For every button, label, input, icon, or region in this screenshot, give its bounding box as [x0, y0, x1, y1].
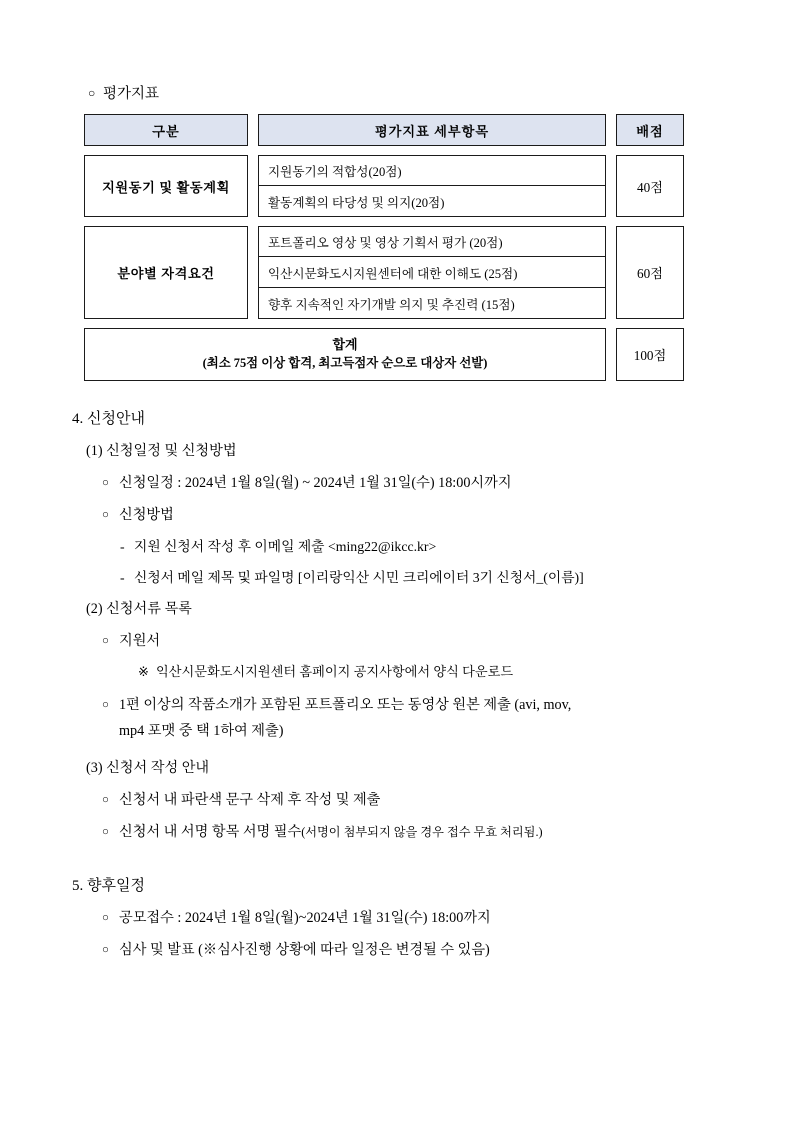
- document-list-item-2-line1: 1편 이상의 작품소개가 포함된 포트폴리오 또는 동영상 원본 제출 (avi, mov,: [119, 697, 572, 714]
- writing-guide-item-1: [102, 789, 721, 809]
- row-score: 40점: [616, 155, 684, 217]
- detail-item: 활동계획의 타당성 및 의지(20점): [258, 186, 606, 217]
- row-details: [258, 155, 606, 217]
- application-method-detail-1: [120, 535, 721, 555]
- document-list-note: [138, 661, 721, 680]
- evaluation-indicator-label: 평가지표: [103, 86, 160, 102]
- writing-guide-item-1-text: 신청서 내 파란색 문구 삭제 후 작성 및 제출: [119, 791, 381, 808]
- application-schedule-text: 신청일정 : 2024년 1월 8일(월) ~ 2024년 1월 31일(수) 18:00시까지: [119, 475, 512, 492]
- circle-bullet-icon: ○: [102, 911, 109, 924]
- row-category: 지원동기 및 활동계획: [84, 155, 248, 217]
- document-list-item-1: [102, 630, 721, 650]
- section-4-heading: 4. 신청안내: [72, 411, 145, 428]
- table-header-detail: 평가지표 세부항목: [258, 114, 606, 146]
- column-gap: [606, 114, 616, 146]
- future-schedule-item-2: [102, 939, 721, 959]
- section-spacer: [72, 841, 721, 861]
- document-list-note-text: 익산시문화도시지원센터 홈페이지 공지사항에서 양식 다운로드: [156, 664, 514, 680]
- total-subtitle: (최소 75점 이상 합격, 최고득점자 순으로 대상자 선발): [202, 356, 488, 371]
- table-row: [84, 226, 724, 319]
- application-method-detail-1-text: 지원 신청서 작성 후 이메일 제출 <ming22@ikcc.kr>: [134, 539, 437, 555]
- circle-bullet-icon: ○: [88, 86, 96, 100]
- future-schedule-item-1: [102, 907, 721, 927]
- section-4-1-label: (1) 신청일정 및 신청방법: [86, 443, 237, 460]
- document-body: [72, 407, 721, 959]
- circle-bullet-icon: ○: [102, 943, 109, 956]
- writing-guide-item-2-note: (서명이 첨부되지 않을 경우 접수 무효 처리됨.): [301, 824, 543, 839]
- table-header-category: 구분: [84, 114, 248, 146]
- detail-item: 포트폴리오 영상 및 영상 기획서 평가 (20점): [258, 226, 606, 257]
- application-method-text: 신청방법: [119, 507, 174, 524]
- application-method-detail-2-text: 신청서 메일 제목 및 파일명 [이리랑익산 시민 크리에이터 3기 신청서_(이름)]: [134, 570, 584, 586]
- circle-bullet-icon: ○: [102, 477, 109, 490]
- column-gap: [606, 226, 616, 319]
- future-schedule-item-1-text: 공모접수 : 2024년 1월 8일(월)~2024년 1월 31일(수) 18:00까지: [119, 909, 491, 926]
- total-label: [84, 328, 606, 381]
- application-method-item: [102, 504, 721, 524]
- dash-bullet-icon: -: [120, 570, 125, 586]
- row-score: 60점: [616, 226, 684, 319]
- detail-item: 익산시문화도시지원센터에 대한 이해도 (25점): [258, 257, 606, 288]
- circle-bullet-icon: ○: [102, 699, 109, 712]
- evaluation-indicator-bullet: [88, 84, 721, 104]
- row-details: [258, 226, 606, 319]
- future-schedule-item-2-text: 심사 및 발표 (※심사진행 상황에 따라 일정은 변경될 수 있음): [119, 941, 490, 958]
- writing-guide-item-2-text: 신청서 내 서명 항목 서명 필수: [119, 823, 302, 840]
- column-gap: [606, 155, 616, 217]
- section-5-heading: 5. 향후일정: [72, 877, 145, 894]
- detail-item: 향후 지속적인 자기개발 의지 및 추진력 (15점): [258, 288, 606, 319]
- column-gap: [606, 328, 616, 381]
- document-list-item-2: [102, 692, 752, 745]
- table-row: [84, 155, 724, 217]
- total-title: 합계: [332, 337, 358, 353]
- row-category: 분야별 자격요건: [84, 226, 248, 319]
- circle-bullet-icon: ○: [102, 509, 109, 522]
- section-4-2-label: (2) 신청서류 목록: [86, 601, 192, 618]
- document-list-item-1-text: 지원서: [119, 633, 161, 650]
- document-list-item-2-line2: mp4 포맷 중 택 1하여 제출): [119, 723, 284, 740]
- column-gap: [248, 114, 258, 146]
- table-total-row: [84, 328, 724, 381]
- application-schedule-item: [102, 472, 721, 492]
- column-gap: [248, 155, 258, 217]
- detail-item: 지원동기의 적합성(20점): [258, 155, 606, 186]
- table-header-score: 배점: [616, 114, 684, 146]
- column-gap: [248, 226, 258, 319]
- dash-bullet-icon: -: [120, 539, 125, 555]
- total-score: 100점: [616, 328, 684, 381]
- table-header-row: [84, 114, 724, 146]
- circle-bullet-icon: ○: [102, 635, 109, 648]
- circle-bullet-icon: ○: [102, 825, 109, 838]
- writing-guide-item-2: [102, 821, 721, 841]
- application-method-detail-2: [120, 566, 721, 586]
- section-4-3-label: (3) 신청서 작성 안내: [86, 759, 210, 776]
- circle-bullet-icon: ○: [102, 793, 109, 806]
- evaluation-table: [84, 114, 724, 381]
- reference-mark-icon: ※: [138, 664, 150, 680]
